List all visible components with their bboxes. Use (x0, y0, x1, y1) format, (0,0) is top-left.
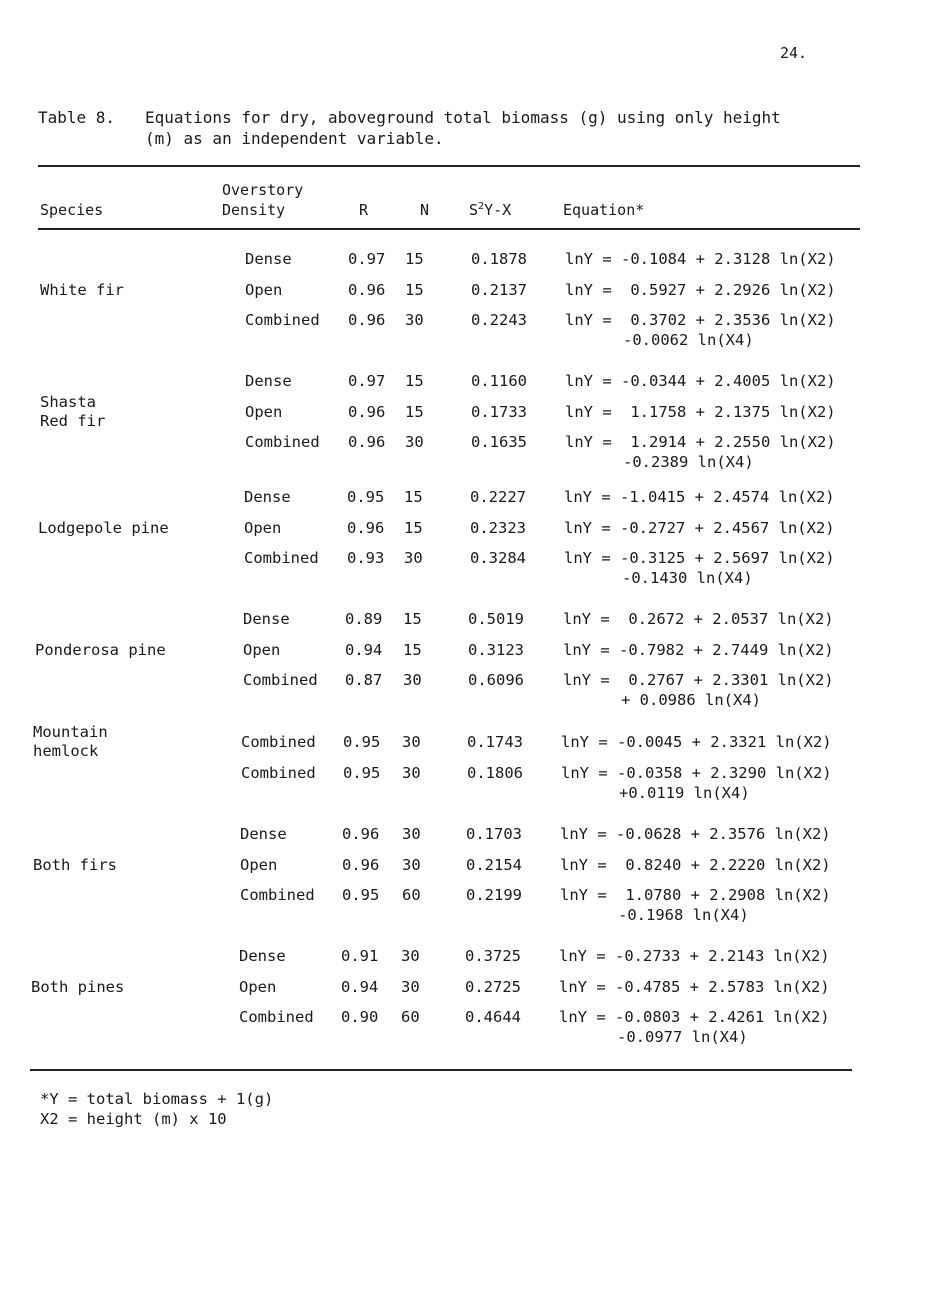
equation-cell: lnY = -0.3125 + 2.5697 ln(X2) (564, 549, 835, 567)
n-cell: 15 (404, 518, 423, 537)
equation-cell: lnY = -0.7982 + 2.7449 ln(X2) (563, 640, 834, 659)
equation-continuation: -0.0062 ln(X4) (623, 331, 754, 349)
s2yx-cell: 0.2725 (465, 977, 521, 996)
species-label: Ponderosa pine (35, 640, 166, 659)
density-cell: Combined (245, 311, 320, 329)
density-cell: Dense (239, 947, 286, 965)
species-label: Shasta (40, 392, 96, 411)
density-cell: Open (239, 977, 277, 996)
s2yx-cell: 0.1806 (467, 763, 523, 782)
n-cell: 30 (403, 671, 422, 689)
n-cell: 30 (404, 549, 423, 567)
table-caption-label: Table 8. (38, 108, 116, 127)
species-label: Both pines (31, 977, 125, 996)
equation-continuation: +0.0119 ln(X4) (619, 783, 750, 802)
species-label: hemlock (33, 742, 99, 760)
equation-continuation: + 0.0986 ln(X4) (621, 691, 761, 709)
equation-cell: lnY = 1.0780 + 2.2908 ln(X2) (560, 886, 831, 904)
species-label: Red fir (40, 411, 106, 430)
equation-cell: lnY = 1.2914 + 2.2550 ln(X2) (565, 433, 836, 451)
equation-cell: lnY = 0.2767 + 2.3301 ln(X2) (563, 671, 834, 689)
density-cell: Open (245, 280, 283, 299)
s2yx-cell: 0.2137 (471, 280, 527, 299)
equation-cell: lnY = 1.1758 + 2.1375 ln(X2) (565, 402, 836, 421)
density-cell: Combined (241, 733, 316, 751)
equation-cell: lnY = -0.1084 + 2.3128 ln(X2) (565, 250, 836, 268)
equation-cell: lnY = -1.0415 + 2.4574 ln(X2) (564, 488, 835, 506)
table-bottom-rule (30, 1069, 852, 1071)
footnote-2: X2 = height (m) x 10 (40, 1110, 227, 1128)
table-top-rule (38, 165, 860, 167)
r-cell: 0.94 (341, 977, 379, 996)
s2yx-cell: 0.1703 (466, 825, 522, 843)
density-cell: Open (245, 402, 283, 421)
header-n: N (420, 201, 430, 219)
r-cell: 0.89 (345, 610, 383, 628)
n-cell: 30 (402, 855, 421, 874)
footnote-1: *Y = total biomass + 1(g) (40, 1090, 274, 1108)
n-cell: 15 (405, 280, 424, 299)
r-cell: 0.96 (348, 402, 386, 421)
r-cell: 0.96 (348, 311, 386, 329)
equation-cell: lnY = -0.0344 + 2.4005 ln(X2) (565, 372, 836, 390)
header-bottom-rule (38, 228, 860, 230)
species-label: White fir (40, 280, 124, 299)
s2yx-cell: 0.2199 (466, 886, 522, 904)
density-cell: Combined (241, 763, 316, 782)
density-cell: Dense (245, 250, 292, 268)
header-s2-superscript: 2 (478, 201, 485, 212)
density-cell: Combined (245, 433, 320, 451)
header-s2-base: S (469, 201, 479, 219)
density-cell: Dense (240, 825, 287, 843)
r-cell: 0.97 (348, 372, 386, 390)
n-cell: 30 (405, 433, 424, 451)
equation-cell: lnY = 0.3702 + 2.3536 ln(X2) (565, 311, 836, 329)
table-caption-line-2: (m) as an independent variable. (145, 129, 444, 148)
density-cell: Open (240, 855, 278, 874)
r-cell: 0.91 (341, 947, 379, 965)
s2yx-cell: 0.3725 (465, 947, 521, 965)
equation-cell: lnY = -0.0045 + 2.3321 ln(X2) (561, 733, 832, 751)
s2yx-cell: 0.1733 (471, 402, 527, 421)
equation-cell: lnY = -0.0628 + 2.3576 ln(X2) (560, 825, 831, 843)
equation-cell: lnY = 0.5927 + 2.2926 ln(X2) (565, 280, 836, 299)
s2yx-cell: 0.2243 (471, 311, 527, 329)
header-overstory-line-2: Density (222, 201, 286, 219)
equation-cell: lnY = -0.4785 + 2.5783 ln(X2) (559, 977, 830, 996)
density-cell: Combined (244, 549, 319, 567)
r-cell: 0.90 (341, 1008, 379, 1026)
density-cell: Dense (245, 372, 292, 390)
header-s2-rest: Y-X (484, 201, 512, 219)
species-label: Lodgepole pine (38, 518, 169, 537)
density-cell: Combined (240, 886, 315, 904)
header-equation: Equation* (563, 201, 645, 219)
r-cell: 0.96 (348, 280, 386, 299)
s2yx-cell: 0.5019 (468, 610, 524, 628)
r-cell: 0.95 (343, 763, 381, 782)
density-cell: Dense (243, 610, 290, 628)
n-cell: 15 (405, 250, 424, 268)
equation-cell: lnY = 0.8240 + 2.2220 ln(X2) (560, 855, 831, 874)
s2yx-cell: 0.6096 (468, 671, 524, 689)
n-cell: 15 (403, 640, 422, 659)
r-cell: 0.96 (342, 825, 380, 843)
equation-cell: lnY = -0.2727 + 2.4567 ln(X2) (564, 518, 835, 537)
r-cell: 0.97 (348, 250, 386, 268)
r-cell: 0.95 (343, 733, 381, 751)
s2yx-cell: 0.1878 (471, 250, 527, 268)
n-cell: 30 (401, 947, 420, 965)
equation-cell: lnY = -0.2733 + 2.2143 ln(X2) (559, 947, 830, 965)
n-cell: 30 (405, 311, 424, 329)
r-cell: 0.93 (347, 549, 385, 567)
s2yx-cell: 0.2323 (470, 518, 526, 537)
header-r: R (359, 201, 369, 219)
page-number: 24. (780, 44, 808, 62)
density-cell: Combined (243, 671, 318, 689)
s2yx-cell: 0.1743 (467, 733, 523, 751)
header-s2yx (469, 201, 511, 219)
s2yx-cell: 0.2227 (470, 488, 526, 506)
s2yx-cell: 0.1635 (471, 433, 527, 451)
table-caption-line-1: Equations for dry, aboveground total biomass (g) using only height (145, 108, 781, 127)
s2yx-cell: 0.2154 (466, 855, 522, 874)
n-cell: 15 (403, 610, 422, 628)
n-cell: 30 (402, 733, 421, 751)
equation-continuation: -0.1430 ln(X4) (622, 569, 753, 587)
equation-continuation: -0.1968 ln(X4) (618, 906, 749, 924)
r-cell: 0.95 (342, 886, 380, 904)
species-label: Both firs (33, 855, 117, 874)
header-overstory-line-1: Overstory (222, 181, 304, 199)
n-cell: 60 (401, 1008, 420, 1026)
density-cell: Open (244, 518, 282, 537)
density-cell: Dense (244, 488, 291, 506)
equation-cell: lnY = -0.0803 + 2.4261 ln(X2) (559, 1008, 830, 1026)
r-cell: 0.96 (348, 433, 386, 451)
equation-cell: lnY = 0.2672 + 2.0537 ln(X2) (563, 610, 834, 628)
density-cell: Combined (239, 1008, 314, 1026)
n-cell: 15 (405, 402, 424, 421)
r-cell: 0.96 (347, 518, 385, 537)
n-cell: 30 (401, 977, 420, 996)
header-species: Species (40, 201, 104, 219)
s2yx-cell: 0.1160 (471, 372, 527, 390)
equation-continuation: -0.2389 ln(X4) (623, 453, 754, 471)
n-cell: 30 (402, 763, 421, 782)
species-label: Mountain (33, 723, 108, 741)
r-cell: 0.87 (345, 671, 383, 689)
n-cell: 60 (402, 886, 421, 904)
s2yx-cell: 0.4644 (465, 1008, 521, 1026)
density-cell: Open (243, 640, 281, 659)
equation-cell: lnY = -0.0358 + 2.3290 ln(X2) (561, 763, 832, 782)
r-cell: 0.95 (347, 488, 385, 506)
r-cell: 0.94 (345, 640, 383, 659)
s2yx-cell: 0.3123 (468, 640, 524, 659)
n-cell: 15 (405, 372, 424, 390)
r-cell: 0.96 (342, 855, 380, 874)
s2yx-cell: 0.3284 (470, 549, 526, 567)
equation-continuation: -0.0977 ln(X4) (617, 1028, 748, 1046)
n-cell: 15 (404, 488, 423, 506)
n-cell: 30 (402, 825, 421, 843)
